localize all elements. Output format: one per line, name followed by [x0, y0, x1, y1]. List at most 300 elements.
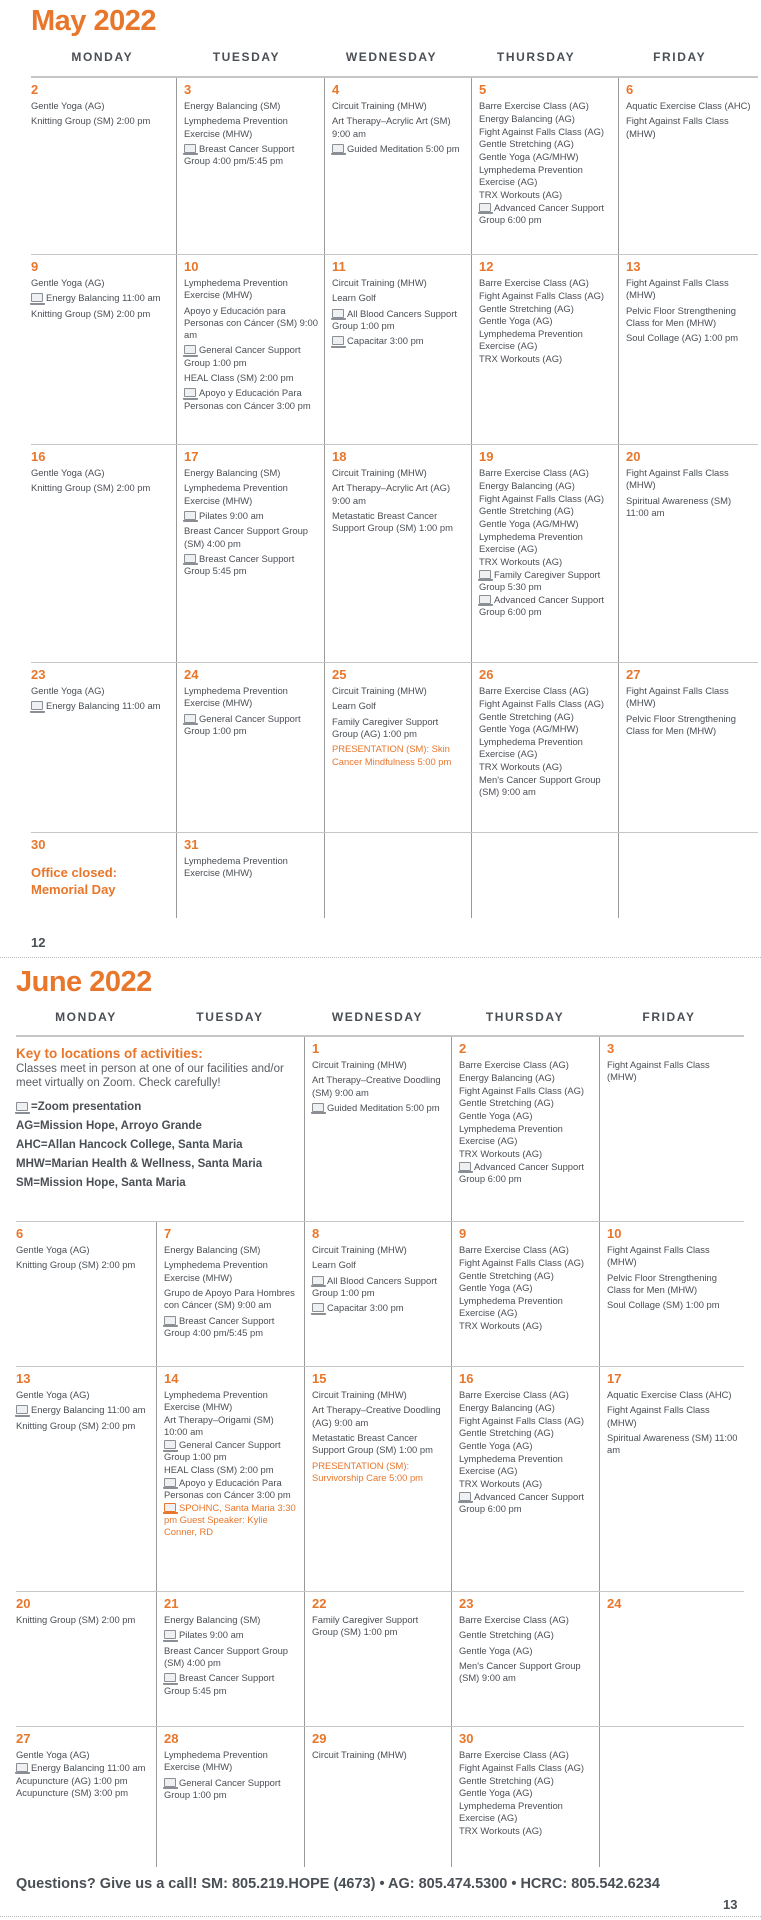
- date-number: 6: [16, 1226, 24, 1241]
- day-cell: [324, 78, 471, 254]
- event-label: Fight Against Falls Class (AG): [479, 125, 605, 137]
- may-calendar-grid: [31, 76, 758, 918]
- day-cell: [324, 445, 471, 662]
- day-cell: [16, 1222, 156, 1366]
- day-cell: [16, 1367, 156, 1591]
- event-label: Energy Balancing (AG): [479, 112, 575, 124]
- event: [479, 151, 612, 163]
- event-label: Breast Cancer Support Group (SM) 4:00 pm: [184, 525, 309, 549]
- laptop-zoom-icon: [164, 1503, 176, 1512]
- day-cell: [176, 255, 324, 444]
- date-number: 22: [312, 1596, 327, 1611]
- week-row: [31, 833, 758, 918]
- week-row: [31, 663, 758, 833]
- event-label: Gentle Yoga (AG): [31, 277, 105, 288]
- event: [312, 1389, 445, 1401]
- event: [459, 1320, 593, 1332]
- event-label: Gentle Stretching (AG): [479, 505, 574, 517]
- day-label: THURSDAY: [485, 1010, 565, 1024]
- event: [312, 1244, 445, 1256]
- day-cell: [176, 663, 324, 832]
- event: [332, 482, 465, 506]
- event-label: Fight Against Falls Class (AG): [459, 1414, 585, 1426]
- laptop-zoom-icon: [479, 595, 491, 604]
- date-number: 3: [607, 1041, 615, 1056]
- event-label: Guided Meditation 5:00 pm: [347, 142, 460, 154]
- event: [31, 482, 170, 494]
- laptop-zoom-icon: [16, 1405, 28, 1414]
- date-number: 14: [164, 1371, 179, 1386]
- day-cell: [16, 1727, 156, 1867]
- zoom-event: [184, 143, 318, 167]
- day-cell: [156, 1727, 304, 1867]
- event: [479, 736, 612, 760]
- month-title-june: June 2022: [16, 966, 152, 998]
- day-cell: [599, 1037, 744, 1221]
- event-label: Fight Against Falls Class (MHW): [626, 467, 729, 491]
- event: [459, 1453, 593, 1477]
- event: [459, 1415, 593, 1427]
- event: [31, 308, 170, 320]
- event-label: Learn Golf: [332, 700, 376, 712]
- event-label: Gentle Yoga (AG): [459, 1282, 533, 1294]
- zoom-event: [184, 387, 318, 411]
- week-row: [16, 1727, 744, 1867]
- zoom-event: [164, 1477, 298, 1501]
- date-number: 18: [332, 449, 347, 464]
- event-label: TRX Workouts (AG): [459, 1825, 543, 1837]
- day-cell: [618, 445, 758, 662]
- event: [459, 1787, 593, 1799]
- event-label: Knitting Group (SM) 2:00 pm: [16, 1259, 136, 1271]
- event-label: Gentle Stretching (AG): [479, 302, 574, 314]
- event-label: Family Caregiver Support Group (AG) 1:00 pm: [332, 715, 439, 739]
- event-label: Gentle Yoga (AG): [459, 1644, 533, 1656]
- event: [332, 115, 465, 139]
- event: [459, 1440, 593, 1452]
- event-label: Barre Exercise Class (AG): [459, 1749, 569, 1760]
- event-label: Lymphedema Prevention Exercise (AG): [479, 736, 583, 760]
- event: [164, 1259, 298, 1283]
- date-number: 9: [459, 1226, 467, 1241]
- event: [479, 353, 612, 365]
- event-label: Gentle Yoga (AG): [16, 1244, 90, 1255]
- event-label: Spiritual Awareness (SM) 11:00 am: [626, 494, 732, 518]
- event-label: Barre Exercise Class (AG): [479, 467, 589, 478]
- date-number: 2: [31, 82, 39, 97]
- laptop-zoom-icon: [184, 345, 196, 354]
- event-label: Knitting Group (SM) 2:00 pm: [31, 482, 151, 494]
- event-label: Fight Against Falls Class (AG): [479, 492, 605, 504]
- event: [184, 115, 318, 139]
- event-label: Knitting Group (SM) 2:00 pm: [31, 115, 151, 127]
- day-cell: [451, 1592, 599, 1726]
- event-label: Capacitar 3:00 pm: [347, 335, 424, 347]
- event-label: Advanced Cancer Support Group 6:00 pm: [459, 1160, 584, 1184]
- event: [31, 685, 170, 697]
- event-label: HEAL Class (SM) 2:00 pm: [164, 1464, 274, 1475]
- event-label: Art Therapy–Acrylic Art (SM) 9:00 am: [332, 115, 451, 139]
- date-number: 23: [31, 667, 46, 682]
- event: [459, 1749, 593, 1761]
- event-label: Art Therapy–Creative Doodling (SM) 9:00 am: [312, 1074, 441, 1098]
- event: [31, 467, 170, 479]
- event: [16, 1389, 150, 1401]
- event: [626, 495, 752, 519]
- day-cell: [31, 255, 176, 444]
- event-label: Lymphedema Prevention Exercise (MHW): [164, 1389, 268, 1413]
- laptop-zoom-icon: [16, 1763, 28, 1772]
- zoom-event: [332, 335, 465, 347]
- event-label: Gentle Yoga (AG): [31, 467, 105, 478]
- day-cell: [451, 1222, 599, 1366]
- date-number: 19: [479, 449, 494, 464]
- event-label: Apoyo y Educación Para Personas con Cáncer 3:00 pm: [184, 387, 311, 411]
- date-number: 5: [479, 82, 487, 97]
- event-label: Spiritual Awareness (SM) 11:00 am: [607, 1431, 738, 1456]
- event: [16, 1259, 150, 1271]
- zoom-event: [31, 700, 170, 712]
- event-label: All Blood Cancers Support Group 1:00 pm: [332, 307, 457, 331]
- event-label: Soul Collage (SM) 1:00 pm: [607, 1299, 720, 1311]
- event: [184, 855, 318, 879]
- event-label: Circuit Training (MHW): [312, 1749, 407, 1760]
- day-label: WEDNESDAY: [345, 50, 438, 64]
- date-number: 13: [626, 259, 641, 274]
- zoom-event: [312, 1102, 445, 1114]
- event-label: PRESENTATION (SM): Survivorship Care 5:00 pm: [312, 1459, 423, 1483]
- event: [312, 1432, 445, 1456]
- event: [184, 482, 318, 506]
- date-number: 27: [16, 1731, 31, 1746]
- laptop-zoom-icon: [184, 144, 196, 153]
- event: [479, 277, 612, 289]
- event: [626, 305, 752, 329]
- event-label: Men's Cancer Support Group (SM) 9:00 am: [479, 773, 601, 798]
- laptop-zoom-icon: [479, 570, 491, 579]
- event: [479, 556, 612, 568]
- date-number: 4: [332, 82, 340, 97]
- page-number: 12: [31, 935, 46, 950]
- zoom-event: [332, 308, 465, 332]
- day-label: WEDNESDAY: [331, 1010, 424, 1024]
- day-cell: [471, 663, 618, 832]
- event: [332, 716, 465, 740]
- event-label: Gentle Yoga (AG/MHW): [479, 151, 579, 163]
- event-label: Learn Golf: [332, 292, 376, 304]
- event-label: Gentle Stretching (AG): [459, 1427, 554, 1439]
- day-cell: [451, 1727, 599, 1867]
- event: [479, 711, 612, 723]
- event-label: Energy Balancing 11:00 am: [31, 1404, 146, 1416]
- event-label: Gentle Stretching (AG): [459, 1269, 554, 1281]
- date-number: 7: [164, 1226, 172, 1241]
- event-label: Fight Against Falls Class (AG): [459, 1761, 585, 1773]
- date-number: 28: [164, 1731, 179, 1746]
- event-label: Lymphedema Prevention Exercise (AG): [459, 1122, 563, 1147]
- event: [479, 723, 612, 735]
- event-label: Lymphedema Prevention Exercise (AG): [459, 1295, 563, 1319]
- event: [459, 1629, 593, 1641]
- event-label: Aquatic Exercise Class (AHC): [626, 100, 751, 111]
- event: [164, 1464, 298, 1476]
- page-divider: [0, 957, 761, 958]
- event-label: Acupuncture (AG) 1:00 pm: [16, 1774, 128, 1786]
- laptop-zoom-icon: [459, 1492, 471, 1501]
- date-number: 15: [312, 1371, 327, 1386]
- date-number: 20: [626, 449, 641, 464]
- event: [459, 1257, 593, 1269]
- event: [164, 1389, 298, 1413]
- key-zoom-legend: =Zoom presentation: [16, 1098, 298, 1117]
- day-cell: [31, 833, 176, 918]
- event: [479, 505, 612, 517]
- location-key: [16, 1037, 304, 1221]
- event-label: TRX Workouts (AG): [459, 1147, 543, 1159]
- event: [607, 1059, 738, 1083]
- zoom-event: [312, 1302, 445, 1314]
- day-cell: [471, 255, 618, 444]
- event: [479, 761, 612, 773]
- laptop-zoom-icon: [164, 1778, 176, 1787]
- key-location: AG=Mission Hope, Arroyo Grande: [16, 1120, 202, 1132]
- event: [31, 115, 170, 127]
- day-cell: [176, 445, 324, 662]
- event: [164, 1614, 298, 1626]
- date-number: 23: [459, 1596, 474, 1611]
- event: [459, 1389, 593, 1401]
- empty-day-cell: [618, 833, 758, 918]
- day-cell: [31, 445, 176, 662]
- week-row: [31, 255, 758, 445]
- office-closed-notice: Office closed: Memorial Day: [31, 865, 117, 897]
- event-label: Fight Against Falls Class (MHW): [626, 277, 729, 301]
- event-label: Energy Balancing (SM): [164, 1614, 261, 1625]
- event-label: Gentle Yoga (AG/MHW): [479, 518, 579, 530]
- event: [626, 277, 752, 301]
- day-cell: [618, 663, 758, 832]
- event: [16, 1787, 150, 1799]
- event: [312, 1614, 445, 1638]
- date-number: 1: [312, 1041, 320, 1056]
- event: [459, 1427, 593, 1439]
- event-label: Gentle Yoga (AG): [459, 1440, 533, 1452]
- event-label: Barre Exercise Class (AG): [459, 1059, 569, 1070]
- day-cell: [304, 1367, 451, 1591]
- week-row: [31, 445, 758, 663]
- event: [312, 1749, 445, 1761]
- event-label: Energy Balancing (AG): [479, 479, 575, 491]
- event: [312, 1059, 445, 1071]
- event: [479, 328, 612, 352]
- event-label: TRX Workouts (AG): [479, 353, 563, 365]
- event: [164, 1749, 298, 1773]
- event-label: Fight Against Falls Class (AG): [459, 1084, 585, 1096]
- event-label: Breast Cancer Support Group 4:00 pm/5:45 pm: [184, 142, 295, 167]
- event-label: General Cancer Support Group 1:00 pm: [184, 712, 301, 736]
- day-label: FRIDAY: [653, 50, 707, 64]
- day-label: MONDAY: [55, 1010, 117, 1024]
- date-number: 16: [459, 1371, 474, 1386]
- event: [184, 372, 318, 384]
- laptop-zoom-icon: [16, 1102, 28, 1111]
- event: [16, 1775, 150, 1787]
- event-label: Pelvic Floor Strengthening Class for Men (MHW): [607, 1271, 717, 1295]
- zoom-event: [479, 202, 612, 226]
- event: [626, 467, 752, 491]
- date-number: 20: [16, 1596, 31, 1611]
- event-label: Breast Cancer Support Group (SM) 4:00 pm: [164, 1644, 289, 1668]
- highlighted-event: [164, 1502, 298, 1539]
- date-number: 11: [332, 259, 346, 274]
- laptop-zoom-icon: [332, 309, 344, 318]
- event: [459, 1825, 593, 1837]
- zoom-event: [16, 1762, 150, 1774]
- laptop-zoom-icon: [164, 1673, 176, 1682]
- event: [479, 126, 612, 138]
- date-number: 17: [184, 449, 199, 464]
- date-number: 27: [626, 667, 641, 682]
- event: [479, 531, 612, 555]
- event-label: Guided Meditation 5:00 pm: [327, 1101, 440, 1113]
- event-label: General Cancer Support Group 1:00 pm: [164, 1439, 281, 1463]
- event: [184, 305, 318, 342]
- zoom-event: [184, 344, 318, 368]
- date-number: 2: [459, 1041, 467, 1056]
- event-label: Family Caregiver Support Group (SM) 1:00 pm: [312, 1614, 419, 1638]
- day-cell: [618, 78, 758, 254]
- zoom-event: [31, 292, 170, 304]
- event-label: Energy Balancing (AG): [459, 1071, 555, 1083]
- event-label: Fight Against Falls Class (MHW): [626, 115, 729, 139]
- event-label: Energy Balancing 11:00 am: [46, 292, 161, 304]
- date-number: 10: [184, 259, 199, 274]
- day-cell: [304, 1037, 451, 1221]
- date-number: 12: [479, 259, 494, 274]
- event: [479, 480, 612, 492]
- zoom-event: [164, 1629, 298, 1641]
- zoom-event: [479, 594, 612, 618]
- event: [607, 1299, 738, 1311]
- event-label: Advanced Cancer Support Group 6:00 pm: [479, 201, 604, 225]
- laptop-zoom-icon: [164, 1478, 176, 1487]
- event-label: Fight Against Falls Class (MHW): [607, 1059, 710, 1083]
- day-cell: [451, 1367, 599, 1591]
- event-label: Men's Cancer Support Group (SM) 9:00 am: [459, 1660, 581, 1684]
- laptop-zoom-icon: [312, 1103, 324, 1112]
- event: [479, 303, 612, 315]
- zoom-event: [479, 569, 612, 593]
- event: [626, 685, 752, 709]
- date-number: 24: [607, 1596, 622, 1611]
- month-title-may: May 2022: [31, 5, 156, 37]
- event-label: Lymphedema Prevention Exercise (MHW): [184, 482, 288, 506]
- event: [459, 1614, 593, 1626]
- empty-day-cell: [599, 1727, 744, 1867]
- zoom-event: [164, 1315, 298, 1339]
- event-label: Advanced Cancer Support Group 6:00 pm: [479, 593, 604, 617]
- event: [459, 1085, 593, 1097]
- date-number: 13: [16, 1371, 31, 1386]
- event: [31, 277, 170, 289]
- event: [479, 100, 612, 112]
- event-label: Fight Against Falls Class (AG): [459, 1256, 585, 1268]
- key-description: Classes meet in person at one of our facilities and/or meet virtually on Zoom. Check carefully!: [16, 1063, 284, 1089]
- event-label: Grupo de Apoyo Para Hombres con Cáncer (SM) 9:00 am: [164, 1286, 295, 1311]
- laptop-zoom-icon: [312, 1303, 324, 1312]
- event-label: Energy Balancing 11:00 am: [46, 700, 161, 712]
- date-number: 21: [164, 1596, 179, 1611]
- event-label: Lymphedema Prevention Exercise (MHW): [184, 685, 288, 709]
- date-number: 6: [626, 82, 634, 97]
- day-cell: [599, 1367, 744, 1591]
- event-label: Gentle Yoga (AG/MHW): [479, 723, 579, 735]
- event-label: Gentle Stretching (AG): [479, 138, 574, 150]
- laptop-zoom-icon: [184, 554, 196, 563]
- page-number: 13: [723, 1897, 738, 1912]
- event-label: Circuit Training (MHW): [332, 467, 427, 478]
- event: [459, 1800, 593, 1824]
- event-label: Fight Against Falls Class (AG): [479, 289, 605, 301]
- event-label: Gentle Yoga (AG): [16, 1389, 90, 1400]
- event-label: Fight Against Falls Class (MHW): [607, 1404, 710, 1428]
- zoom-event: [164, 1439, 298, 1463]
- empty-day-cell: [471, 833, 618, 918]
- event-label: Energy Balancing (AG): [459, 1401, 555, 1413]
- event-label: Circuit Training (MHW): [312, 1244, 407, 1255]
- event: [459, 1645, 593, 1657]
- laptop-zoom-icon: [184, 388, 196, 397]
- laptop-zoom-icon: [31, 701, 43, 710]
- key-location: AHC=Allan Hancock College, Santa Maria: [16, 1139, 243, 1151]
- event-label: Circuit Training (MHW): [312, 1389, 407, 1400]
- event: [16, 1420, 150, 1432]
- event-label: Art Therapy–Origami (SM) 10:00 am: [164, 1414, 274, 1438]
- date-number: 17: [607, 1371, 622, 1386]
- event-label: Gentle Yoga (AG): [479, 315, 553, 327]
- event-label: Gentle Yoga (AG): [31, 685, 105, 696]
- day-cell: [31, 663, 176, 832]
- event-label: TRX Workouts (AG): [459, 1477, 543, 1489]
- event: [479, 164, 612, 188]
- day-header-may: [31, 50, 751, 64]
- event-label: Barre Exercise Class (AG): [479, 685, 589, 696]
- day-cell: [176, 78, 324, 254]
- event-label: TRX Workouts (AG): [479, 761, 563, 773]
- event-label: Lymphedema Prevention Exercise (MHW): [184, 115, 288, 139]
- event: [479, 518, 612, 530]
- event-label: Lymphedema Prevention Exercise (MHW): [184, 277, 288, 301]
- date-number: 25: [332, 667, 347, 682]
- event-label: Pilates 9:00 am: [179, 1629, 244, 1641]
- event-label: All Blood Cancers Support Group 1:00 pm: [312, 1274, 437, 1298]
- event: [607, 1432, 738, 1456]
- laptop-zoom-icon: [312, 1276, 324, 1285]
- event-label: Pilates 9:00 am: [199, 509, 264, 521]
- event-label: TRX Workouts (AG): [459, 1320, 543, 1332]
- week-row: [31, 78, 758, 255]
- event-label: Gentle Yoga (AG): [31, 100, 105, 111]
- event-label: TRX Workouts (AG): [479, 188, 563, 200]
- day-cell: [156, 1367, 304, 1591]
- week-row: [16, 1592, 744, 1727]
- event: [459, 1775, 593, 1787]
- event: [459, 1059, 593, 1071]
- event: [16, 1749, 150, 1761]
- event-label: HEAL Class (SM) 2:00 pm: [184, 371, 294, 383]
- zoom-event: [164, 1672, 298, 1696]
- event: [479, 698, 612, 710]
